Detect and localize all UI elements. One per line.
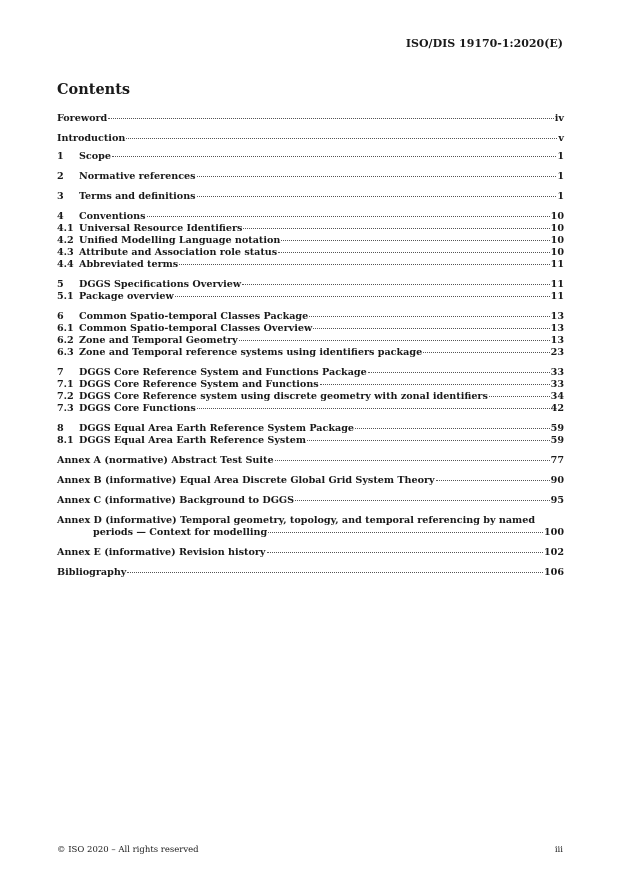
toc-dot-leader xyxy=(436,480,550,481)
toc-dot-leader xyxy=(278,252,549,253)
toc-entry-number: 5.1 xyxy=(57,291,74,302)
toc-dot-leader xyxy=(126,138,557,139)
toc-entry-page: 1 xyxy=(557,151,564,162)
toc-entry-page: 34 xyxy=(550,391,564,402)
toc-entry-title: Zone and Temporal Geometry xyxy=(79,335,238,346)
toc-dot-leader xyxy=(281,240,549,241)
toc-entry[interactable] xyxy=(57,403,564,415)
toc-dot-leader xyxy=(242,284,550,285)
toc-entry-title: Unified Modelling Language notation xyxy=(79,235,281,246)
toc-entry-page: 13 xyxy=(550,311,564,322)
toc-entry-title: Annex A (normative) Abstract Test Suite xyxy=(57,455,274,466)
toc-entry[interactable] xyxy=(57,211,564,223)
toc-dot-leader xyxy=(268,532,543,533)
toc-entry-number: 7.1 xyxy=(57,379,74,390)
toc-entry-title: Annex E (informative) Revision history xyxy=(57,547,266,558)
toc-dot-leader xyxy=(197,176,557,177)
toc-entry-page: 23 xyxy=(550,347,564,358)
toc-entry-page: 1 xyxy=(557,171,564,182)
toc-entry-title: DGGS Core Reference System and Functions Package xyxy=(79,367,367,378)
toc-entry[interactable] xyxy=(57,279,564,291)
toc-entry-number: 8 xyxy=(57,423,64,434)
toc-entry-title: Bibliography xyxy=(57,567,127,578)
toc-dot-leader xyxy=(320,384,550,385)
footer-copyright: © ISO 2020 – All rights reserved xyxy=(57,845,199,855)
toc-entry-number: 6 xyxy=(57,311,64,322)
toc-entry[interactable] xyxy=(57,247,564,259)
toc-entry[interactable] xyxy=(57,435,564,447)
table-of-contents xyxy=(57,113,564,579)
toc-dot-leader xyxy=(243,228,549,229)
toc-entry-title: Common Spatio-temporal Classes Overview xyxy=(79,323,313,334)
toc-entry-page: 10 xyxy=(550,247,564,258)
toc-entry-number: 4 xyxy=(57,211,64,222)
toc-entry-title: Normative references xyxy=(79,171,196,182)
toc-entry-page: 59 xyxy=(550,435,564,446)
toc-entry-number: 7.2 xyxy=(57,391,74,402)
toc-entry-page: 10 xyxy=(550,223,564,234)
toc-dot-leader xyxy=(355,428,550,429)
toc-entry[interactable] xyxy=(57,223,564,235)
toc-entry[interactable] xyxy=(57,133,564,145)
toc-entry-page: 1 xyxy=(557,191,564,202)
toc-entry[interactable] xyxy=(57,335,564,347)
toc-entry-number: 7 xyxy=(57,367,64,378)
document-identifier: ISO/DIS 19170-1:2020(E) xyxy=(405,37,563,50)
toc-dot-leader xyxy=(197,196,557,197)
toc-entry-title: Conventions xyxy=(79,211,146,222)
toc-entry-page: 33 xyxy=(550,379,564,390)
toc-entry-number: 3 xyxy=(57,191,64,202)
toc-dot-leader xyxy=(313,328,549,329)
toc-entry-number: 7.3 xyxy=(57,403,74,414)
toc-entry-title: Terms and definitions xyxy=(79,191,196,202)
toc-entry[interactable] xyxy=(57,495,564,507)
toc-entry-title: Universal Resource Identifiers xyxy=(79,223,243,234)
toc-dot-leader xyxy=(368,372,550,373)
toc-dot-leader xyxy=(275,460,550,461)
toc-dot-leader xyxy=(307,440,550,441)
toc-entry-page: 11 xyxy=(550,259,564,270)
toc-entry-page: 59 xyxy=(550,423,564,434)
toc-dot-leader xyxy=(423,352,549,353)
toc-entry-title: Annex C (informative) Background to DGGS xyxy=(57,495,295,506)
toc-entry-page: 13 xyxy=(550,323,564,334)
toc-entry-page: 11 xyxy=(550,279,564,290)
toc-dot-leader xyxy=(309,316,549,317)
toc-entry-number: 6.2 xyxy=(57,335,74,346)
toc-entry-title: DGGS Specifications Overview xyxy=(79,279,242,290)
toc-entry-title-continued xyxy=(57,527,564,539)
toc-entry[interactable] xyxy=(57,191,564,203)
toc-entry-page: 10 xyxy=(550,211,564,222)
toc-entry-title: Abbreviated terms xyxy=(79,259,179,270)
toc-entry-number: 4.4 xyxy=(57,259,74,270)
toc-dot-leader xyxy=(108,118,554,119)
toc-entry-title-line2: periods — Context for modelling xyxy=(93,527,268,538)
toc-entry-title: DGGS Equal Area Earth Reference System xyxy=(79,435,306,446)
toc-entry-page: 13 xyxy=(550,335,564,346)
toc-entry-number: 4.2 xyxy=(57,235,74,246)
toc-entry-title: DGGS Core Reference System and Functions xyxy=(79,379,319,390)
toc-entry-page: iv xyxy=(554,113,564,124)
toc-entry[interactable] xyxy=(57,323,564,335)
toc-dot-leader xyxy=(127,572,543,573)
toc-dot-leader xyxy=(147,216,550,217)
toc-entry[interactable] xyxy=(57,547,564,559)
toc-entry-title: Attribute and Association role status xyxy=(79,247,278,258)
toc-dot-leader xyxy=(175,296,550,297)
toc-entry-page: v xyxy=(558,133,564,144)
toc-entry[interactable] xyxy=(57,567,564,579)
toc-dot-leader xyxy=(267,552,543,553)
toc-entry-page: 11 xyxy=(550,291,564,302)
toc-entry-title: Package overview xyxy=(79,291,174,302)
toc-entry[interactable] xyxy=(57,311,564,323)
toc-entry-page: 77 xyxy=(550,455,564,466)
toc-dot-leader xyxy=(112,156,556,157)
footer-page-number: iii xyxy=(554,845,563,855)
toc-entry-title: Introduction xyxy=(57,133,126,144)
toc-entry[interactable] xyxy=(57,347,564,359)
toc-dot-leader xyxy=(295,500,550,501)
toc-entry[interactable] xyxy=(57,151,564,163)
toc-entry-number: 6.1 xyxy=(57,323,74,334)
toc-entry-number: 4.3 xyxy=(57,247,74,258)
toc-entry[interactable] xyxy=(57,515,564,539)
toc-entry[interactable] xyxy=(57,171,564,183)
toc-entry-page: 90 xyxy=(550,475,564,486)
toc-entry[interactable] xyxy=(57,423,564,435)
toc-entry-page: 42 xyxy=(550,403,564,414)
toc-entry-title: DGGS Core Functions xyxy=(79,403,196,414)
toc-entry[interactable] xyxy=(57,391,564,403)
toc-entry[interactable] xyxy=(57,259,564,271)
toc-entry[interactable] xyxy=(57,113,564,125)
toc-dot-leader xyxy=(179,264,549,265)
toc-entry[interactable] xyxy=(57,455,564,467)
toc-entry-page: 10 xyxy=(550,235,564,246)
toc-entry-number: 8.1 xyxy=(57,435,74,446)
toc-entry[interactable] xyxy=(57,475,564,487)
toc-entry[interactable] xyxy=(57,367,564,379)
contents-heading: Contents xyxy=(57,81,131,98)
toc-dot-leader xyxy=(239,340,550,341)
toc-entry-title: DGGS Equal Area Earth Reference System Package xyxy=(79,423,355,434)
toc-entry-title: DGGS Core Reference system using discrete geometry with zonal identifiers xyxy=(79,391,488,402)
toc-entry-page: 100 xyxy=(543,527,564,538)
toc-entry-number: 1 xyxy=(57,151,64,162)
toc-entry-page: 33 xyxy=(550,367,564,378)
toc-entry-page: 106 xyxy=(543,567,564,578)
toc-entry-page: 102 xyxy=(543,547,564,558)
toc-entry-number: 2 xyxy=(57,171,64,182)
toc-entry-number: 5 xyxy=(57,279,64,290)
toc-entry-page: 95 xyxy=(550,495,564,506)
toc-entry-title: Foreword xyxy=(57,113,108,124)
toc-entry-title: Zone and Temporal reference systems using identifiers package xyxy=(79,347,423,358)
toc-entry-title: Annex D (informative) Temporal geometry, topology, and temporal referencing by named xyxy=(57,515,536,526)
toc-entry-number: 4.1 xyxy=(57,223,74,234)
toc-entry-title: Annex B (informative) Equal Area Discrete Global Grid System Theory xyxy=(57,475,435,486)
toc-entry-number: 6.3 xyxy=(57,347,74,358)
toc-entry-title: Scope xyxy=(79,151,111,162)
toc-entry[interactable] xyxy=(57,235,564,247)
toc-entry[interactable] xyxy=(57,379,564,391)
toc-entry-title: Common Spatio-temporal Classes Package xyxy=(79,311,309,322)
toc-dot-leader xyxy=(489,396,550,397)
toc-entry[interactable] xyxy=(57,291,564,303)
toc-dot-leader xyxy=(197,408,550,409)
